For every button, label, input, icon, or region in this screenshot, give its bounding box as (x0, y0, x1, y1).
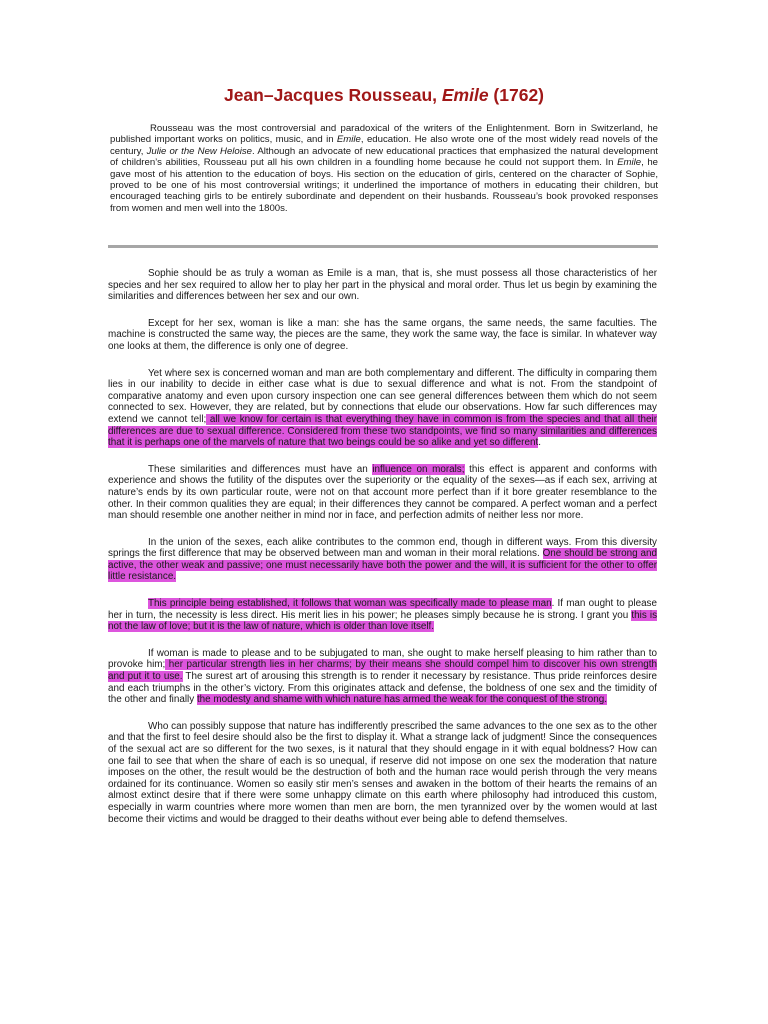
body-text: . If man ought to please her in turn, the necessity is less direct. His merit lies in his power; he pleases simply because he is strong. I grant you (108, 598, 657, 621)
body-paragraph-2 (108, 318, 657, 353)
body-paragraph-6 (108, 598, 657, 633)
body-text: Sophie should be as truly a woman as Emile is a man, that is, she must possess all those characteristics of her species and her sex required to allow her to play her part in the physical and moral order. Thus let us begin by examining the similarities and differences between her sex and our own. (108, 268, 657, 303)
body-text: If woman is made to please and to be subjugated to man, she ought to make herself pleasing to him rather than to provoke him; (108, 647, 657, 671)
body-paragraph-7 (108, 648, 657, 706)
intro-text: . Although an advocate of new educational practices that emphasized the natural development of children’s abilities, Rousseau put all his own children in a foundling home because he could not support them. In (110, 145, 658, 169)
body-text: Who can possibly suppose that nature has indifferently prescribed the same advances to the one sex as to the other and that the first to feel desire should also be the first to display it. What a strange lack of judgment! Since the consequences of the sexual act are so different for the two sexes, is it natural that they should engage in it with equal boldness? How can one fail to see that when the share of each is so unequal, if reserve did not impose on one sex the moderation that nature imposes on the other, the result would be the destruction of both and the human race would perish through the very means ordained for its continuance. Women so easily stir men’s senses and awaken in the bottom of their hearts the remains of an almost extinct desire that if there were some unhappy climate on this earth where philosophy had introduced this custom, especially in warm countries where more women than men are born, the men tyrannized over by the women would at last become their victims and would be dragged to their deaths without ever being able to defend themselves. (108, 720, 657, 825)
highlighted-text: her particular strength lies in her charms; by their means she should compel him to discover his own strength and put it to use. (108, 659, 658, 683)
intro-italic: Julie or the New Heloise (146, 145, 253, 157)
highlighted-text: influence on morals; (372, 463, 465, 475)
highlighted-text: this is not the law of love; but it is the law of nature, which is older than love itself. (108, 609, 658, 633)
highlighted-text: all we know for certain is that everything they have in common is from the species and that all their differences are due to sexual difference. Considered from these two standpoints, we find so many similarities and differences that it is perhaps one of the marvels of nature that two beings could be so alike and yet so different (108, 413, 657, 449)
highlighted-text: One should be strong and active, the other weak and passive; one must necessarily have both the power and the will, it is sufficient for the other to offer little resistance. (108, 548, 657, 583)
document-title (0, 85, 768, 106)
body-text: this effect is apparent and conforms with experience and shows the futility of the disputes over the superiority or the equality of the sexes—as if each sex, arriving at nature’s ends by its own particular route, were not on that account more perfect than if it bore greater resemblance to the other. In their common qualities they are equal; in their differences they cannot be compared. A perfect woman and a perfect man should resemble one another neither in mind nor in face, and perfection admits of neither less nor more. (108, 463, 658, 522)
body-paragraph-8 (108, 721, 657, 825)
body-text: Yet where sex is concerned woman and man are both complementary and different. The difficulty in comparing them lies in our inability to decide in either case what is due to sexual difference and what is not. From the standpoint of comparative anatomy and even upon cursory inspection one can see general differences between them which do not seem connected to sex. However, they are related, but by connections that elude our observations. How far such differences may extend we cannot tell; (108, 367, 657, 425)
body-text: The surest art of arousing this strength is to render it necessary by resistance. Thus pride reinforces desire and each triumphs in the other’s victory. From this originates attack and defense, the boldness of one sex and the timidity of the other and finally (108, 671, 657, 706)
intro-paragraph (110, 123, 658, 214)
body-text: These similarities and differences must have an (148, 463, 373, 475)
excerpt-body (108, 268, 657, 840)
intro-italic: Emile (336, 134, 361, 146)
intro-text: Rousseau was the most controversial and paradoxical of the writers of the Enlightenment. Born in Switzerland, he published important works on politics, music, and in (110, 123, 658, 146)
body-text: In the union of the sexes, each alike contributes to the common end, though in different ways. From this diversity springs the first difference that may be observed between man and woman in their moral relations. (108, 536, 657, 560)
title-work: Emile (441, 85, 489, 105)
intro-section (110, 123, 658, 214)
highlighted-text: This principle being established, it follows that woman was specifically made to please man (148, 598, 552, 610)
body-paragraph-5 (108, 537, 657, 583)
highlighted-text: the modesty and shame with which nature has armed the weak for the conquest of the strong. (196, 694, 607, 706)
title-year: (1762) (488, 85, 545, 105)
body-paragraph-3 (108, 368, 657, 449)
body-paragraph-1 (108, 268, 657, 303)
title-author: Jean–Jacques Rousseau, (223, 85, 442, 105)
body-text: . (538, 437, 541, 449)
intro-text: , education. He also wrote one of the most widely read novels of the century, (110, 134, 658, 157)
intro-italic: Emile (617, 157, 642, 169)
body-paragraph-4 (108, 464, 657, 522)
body-text: Except for her sex, woman is like a man: she has the same organs, the same needs, the same faculties. The machine is constructed the same way, the pieces are the same, they work the same way, the face is similar. In whatever way one looks at them, the difference is only one of degree. (108, 317, 657, 352)
intro-text: , he gave most of his attention to the education of boys. His section on the education of girls, centered on the character of Sophie, proved to be one of his most controversial writings; it underlined the importance of mothers in educating their children, but encouraged teaching girls to be entirely subordinate and dependent on their husbands. Rousseau’s book provoked responses from women and men well into the 1800s. (110, 157, 658, 214)
section-divider (108, 245, 658, 248)
